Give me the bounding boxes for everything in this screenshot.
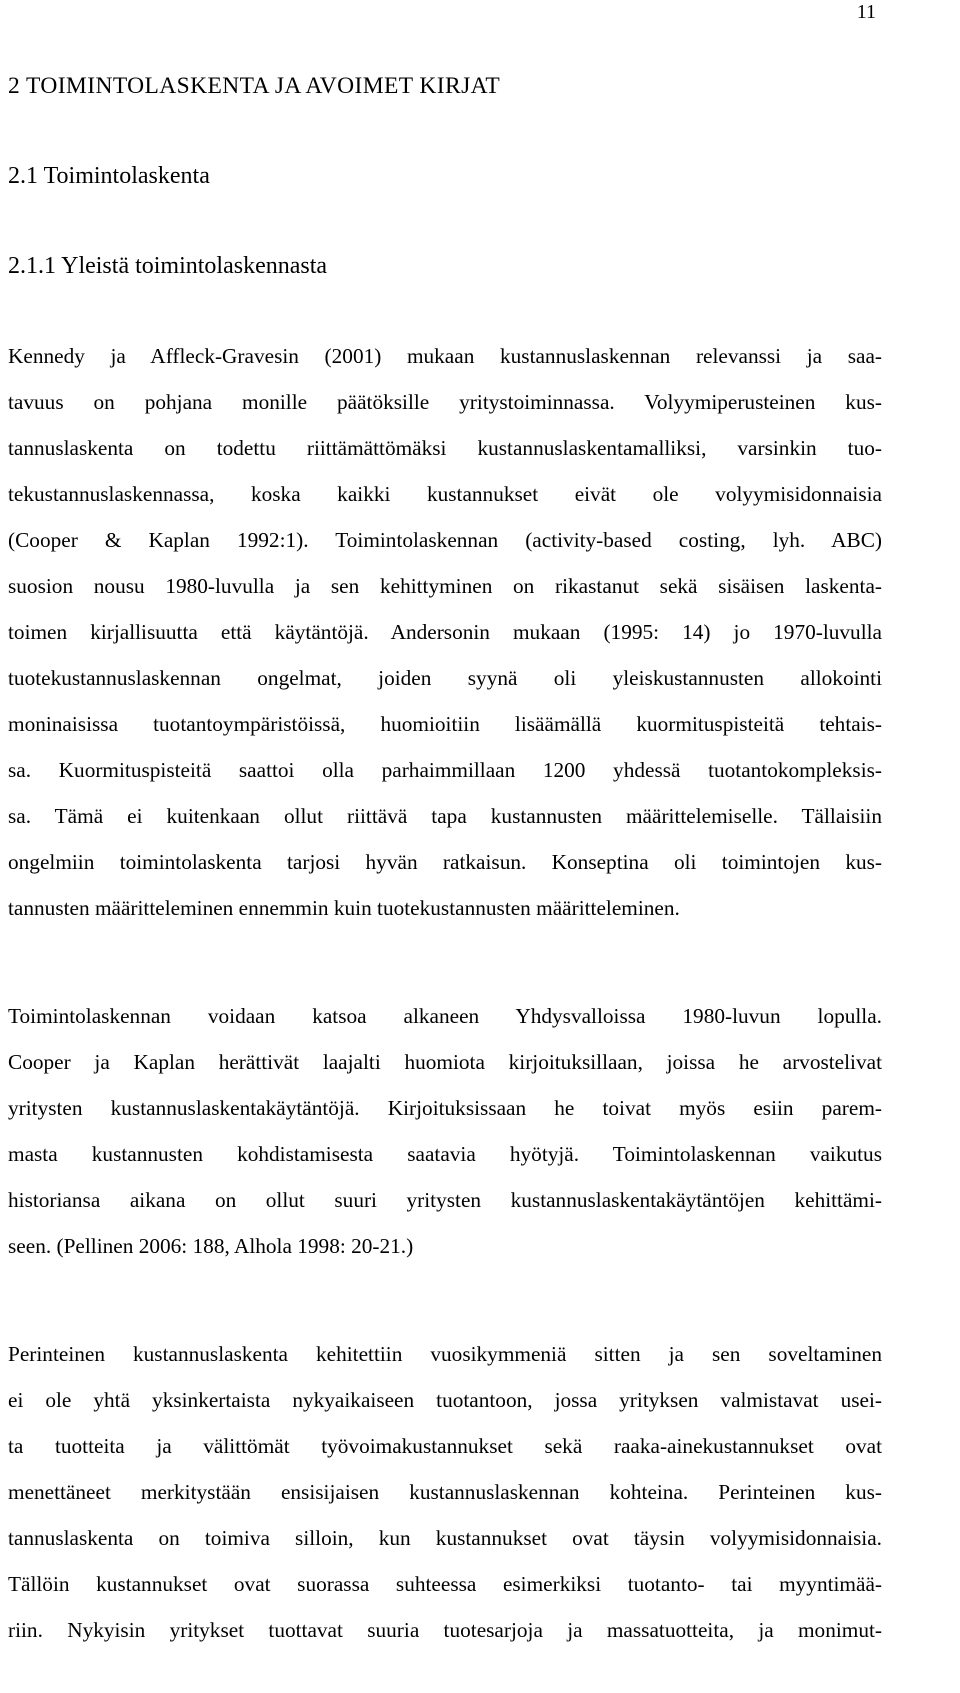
paragraph-line: menettäneet merkitystään ensisijaisen kustannuslaskennan kohteina. Perinteinen kus- bbox=[8, 1480, 882, 1504]
paragraph-line: moninaisissa tuotantoympäristöissä, huomioitiin lisäämällä kuormituspisteitä tehtais- bbox=[8, 712, 882, 736]
paragraph-line: sa. Kuormituspisteitä saattoi olla parhaimmillaan 1200 yhdessä tuotantokompleksis- bbox=[8, 758, 882, 782]
paragraph-line: (Cooper & Kaplan 1992:1). Toimintolaskennan (activity-based costing, lyh. ABC) bbox=[8, 528, 882, 552]
paragraph-line: ei ole yhtä yksinkertaista nykyaikaiseen tuotantoon, jossa yrityksen valmistavat usei- bbox=[8, 1388, 882, 1412]
paragraph-line: tannuslaskenta on toimiva silloin, kun kustannukset ovat täysin volyymisidonnaisia. bbox=[8, 1526, 882, 1550]
paragraph-line: Cooper ja Kaplan herättivät laajalti huomiota kirjoituksillaan, joissa he arvostelivat bbox=[8, 1050, 882, 1074]
paragraph-line: ongelmiin toimintolaskenta tarjosi hyvän ratkaisun. Konseptina oli toimintojen kus- bbox=[8, 850, 882, 874]
paragraph-line: tannuslaskenta on todettu riittämättömäksi kustannuslaskentamalliksi, varsinkin tuo- bbox=[8, 436, 882, 460]
paragraph-line: yritysten kustannuslaskentakäytäntöjä. Kirjoituksissaan he toivat myös esiin parem- bbox=[8, 1096, 882, 1120]
paragraph-line: seen. (Pellinen 2006: 188, Alhola 1998: 20-21.) bbox=[8, 1234, 414, 1258]
paragraph-line: ta tuotteita ja välittömät työvoimakustannukset sekä raaka-ainekustannukset ovat bbox=[8, 1434, 882, 1458]
paragraph-line: Toimintolaskennan voidaan katsoa alkaneen Yhdysvalloissa 1980-luvun lopulla. bbox=[8, 1004, 882, 1028]
chapter-heading: 2 TOIMINTOLASKENTA JA AVOIMET KIRJAT bbox=[8, 73, 501, 99]
paragraph-line: tuotekustannuslaskennan ongelmat, joiden syynä oli yleiskustannusten allokointi bbox=[8, 666, 882, 690]
paragraph-line: Tällöin kustannukset ovat suorassa suhteessa esimerkiksi tuotanto- tai myyntimää- bbox=[8, 1572, 882, 1596]
section-heading: 2.1 Toimintolaskenta bbox=[8, 163, 210, 189]
paragraph-line: Perinteinen kustannuslaskenta kehitettiin vuosikymmeniä sitten ja sen soveltaminen bbox=[8, 1342, 882, 1366]
paragraph-line: historiansa aikana on ollut suuri yritysten kustannuslaskentakäytäntöjen kehittämi- bbox=[8, 1188, 882, 1212]
paragraph-line: riin. Nykyisin yritykset tuottavat suuria tuotesarjoja ja massatuotteita, ja monimut- bbox=[8, 1618, 882, 1642]
paragraph-line: tekustannuslaskennassa, koska kaikki kustannukset eivät ole volyymisidonnaisia bbox=[8, 482, 882, 506]
paragraph-line: Kennedy ja Affleck-Gravesin (2001) mukaan kustannuslaskennan relevanssi ja saa- bbox=[8, 344, 882, 368]
paragraph-line: suosion nousu 1980-luvulla ja sen kehittyminen on rikastanut sekä sisäisen laskenta- bbox=[8, 574, 882, 598]
paragraph-line: masta kustannusten kohdistamisesta saatavia hyötyjä. Toimintolaskennan vaikutus bbox=[8, 1142, 882, 1166]
paragraph-line: sa. Tämä ei kuitenkaan ollut riittävä tapa kustannusten määrittelemiselle. Tällaisiin bbox=[8, 804, 882, 828]
paragraph-line: tavuus on pohjana monille päätöksille yritystoiminnassa. Volyymiperusteinen kus- bbox=[8, 390, 882, 414]
page-number: 11 bbox=[856, 1, 876, 23]
paragraph-line: toimen kirjallisuutta että käytäntöjä. Andersonin mukaan (1995: 14) jo 1970-luvulla bbox=[8, 620, 882, 644]
paragraph-line: tannusten määritteleminen ennemmin kuin tuotekustannusten määritteleminen. bbox=[8, 896, 680, 920]
subsection-heading: 2.1.1 Yleistä toimintolaskennasta bbox=[8, 253, 328, 279]
